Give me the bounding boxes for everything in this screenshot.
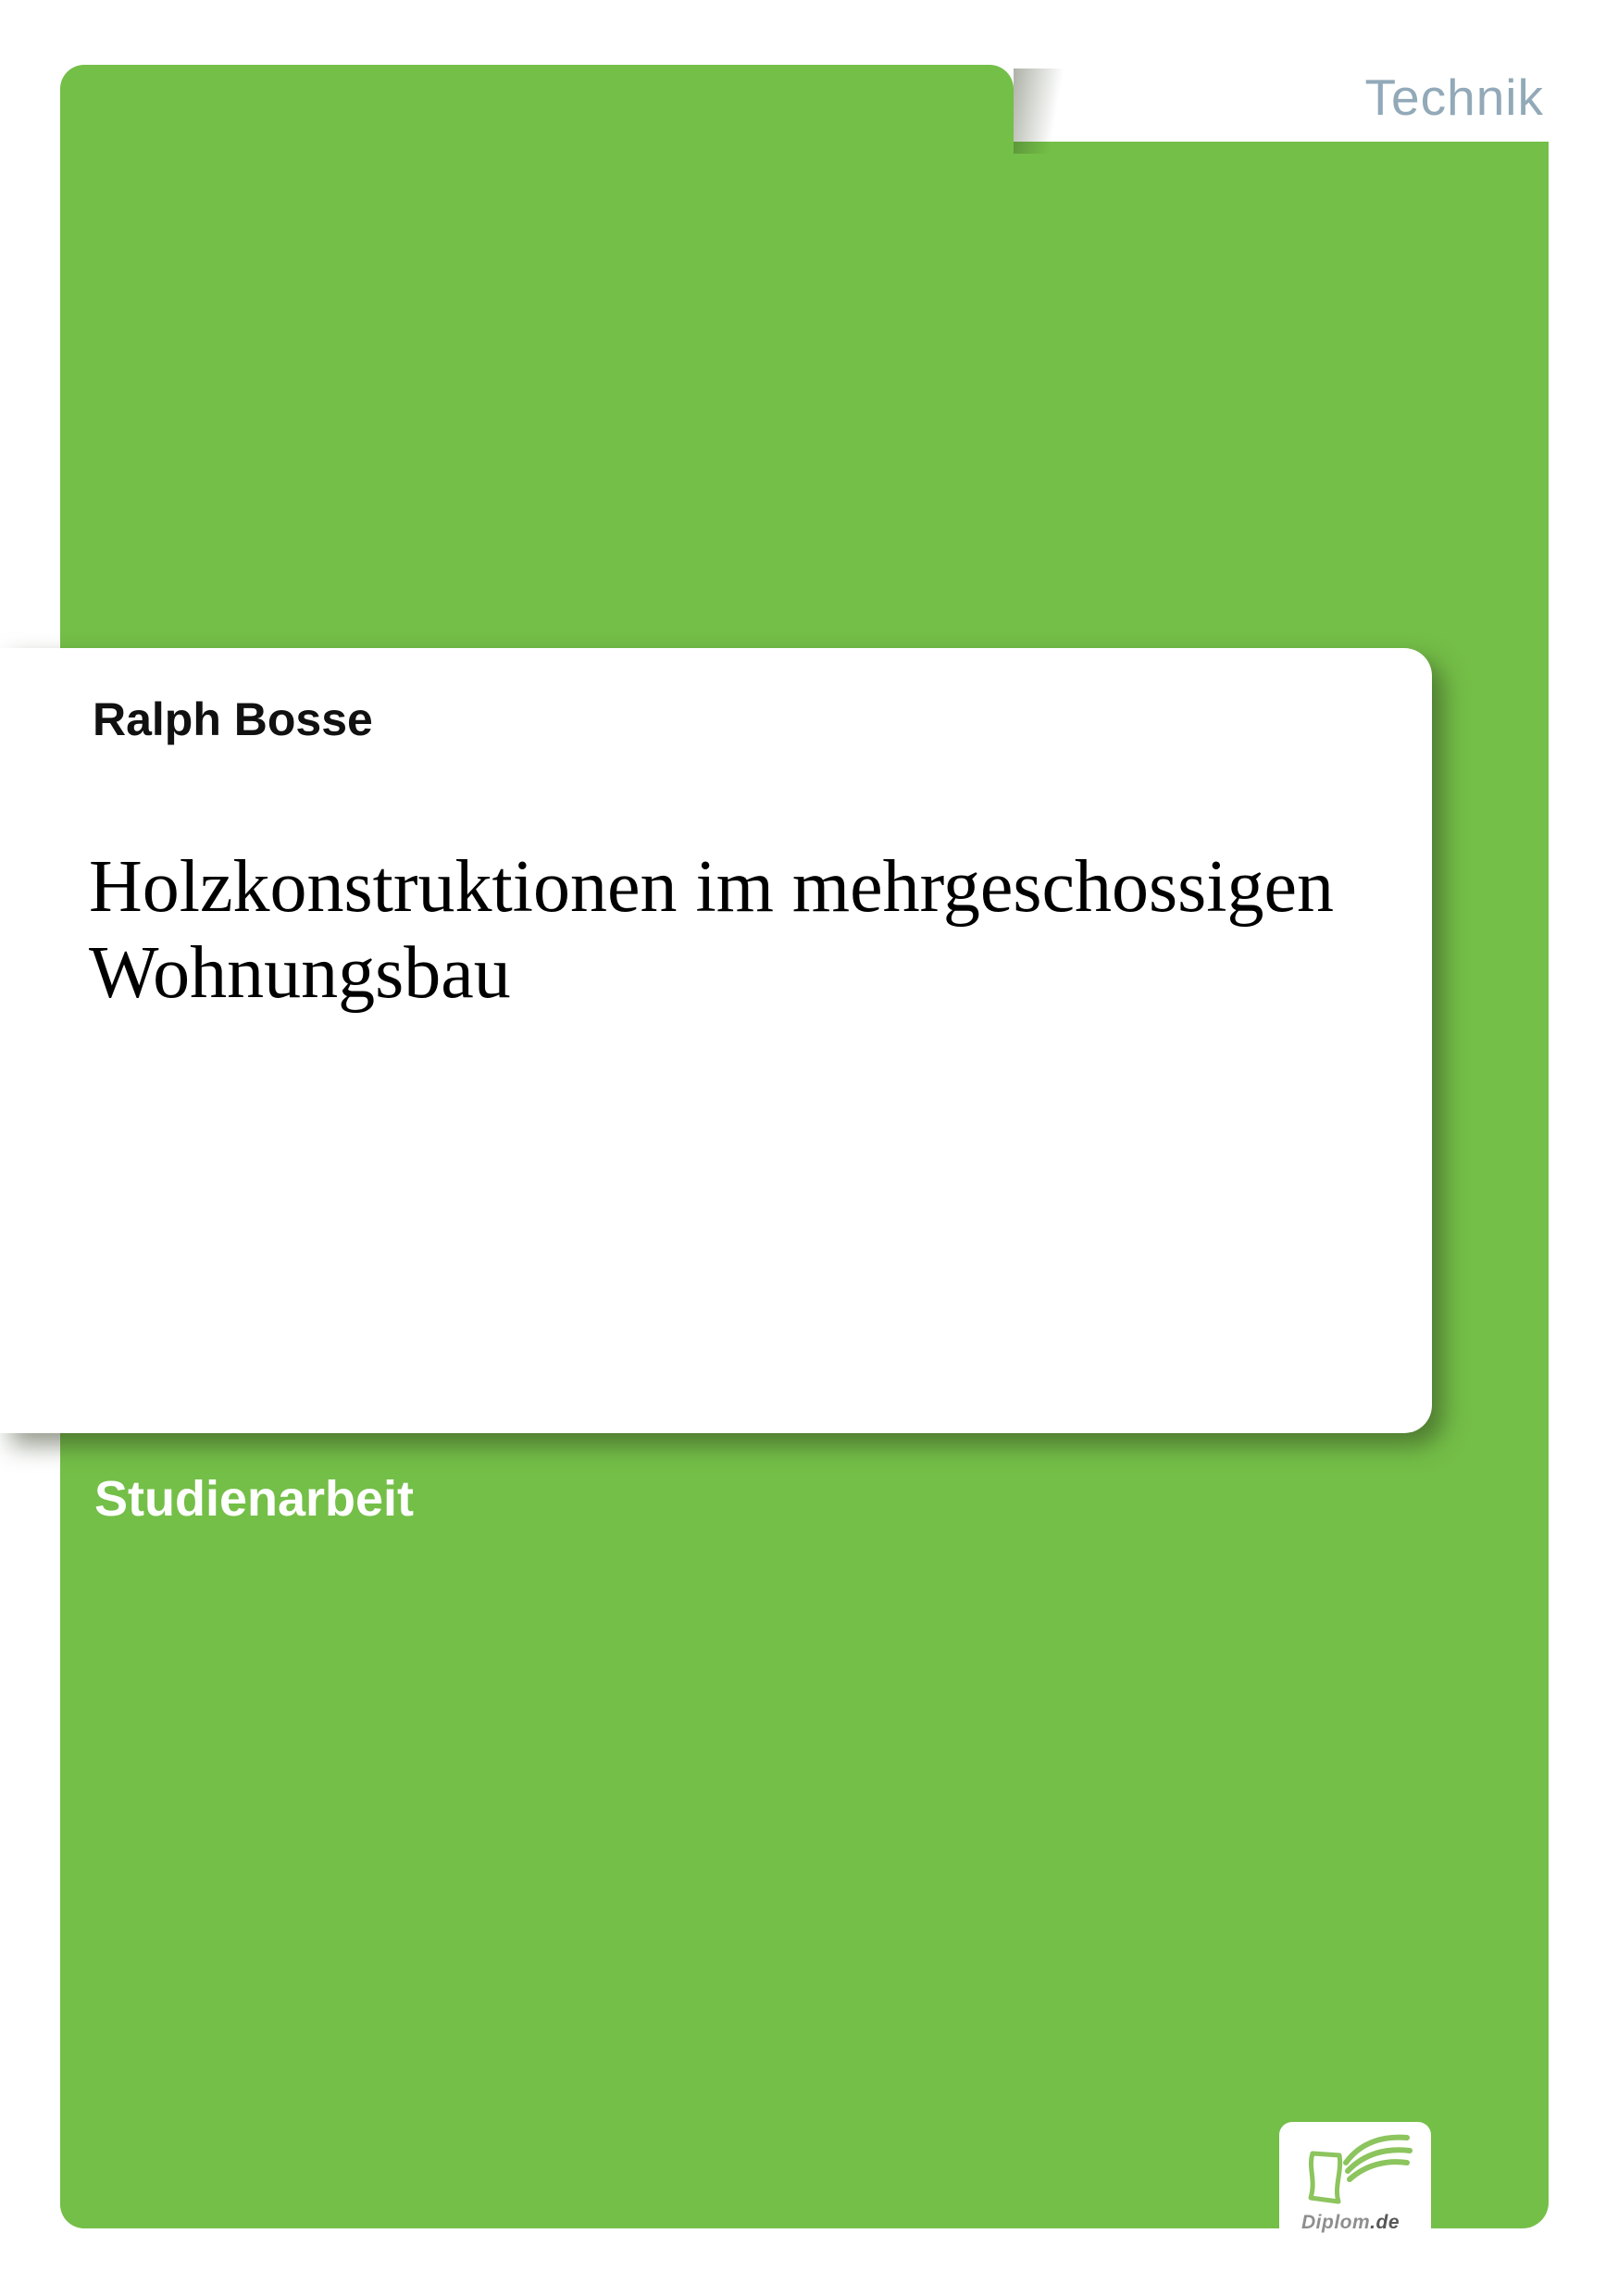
publisher-logo: [1279, 2122, 1431, 2261]
book-title: [89, 844, 1367, 1017]
book-title-line-2: Wohnungsbau: [89, 932, 511, 1014]
logo-text-suffix: .de: [1370, 2212, 1400, 2233]
title-card: [0, 648, 1432, 1433]
book-swoosh-icon: [1298, 2133, 1414, 2211]
logo-text-primary: Diplom: [1301, 2212, 1371, 2233]
book-title-line-1: Holzkonstruktionen im mehrgeschossigen: [89, 846, 1334, 928]
publisher-logo-text: [1301, 2211, 1414, 2234]
author-name: Ralph Bosse: [93, 693, 373, 745]
notch-shadow: [1014, 69, 1069, 154]
category-label: Technik: [1364, 69, 1544, 126]
document-type-label: Studienarbeit: [94, 1471, 415, 1527]
